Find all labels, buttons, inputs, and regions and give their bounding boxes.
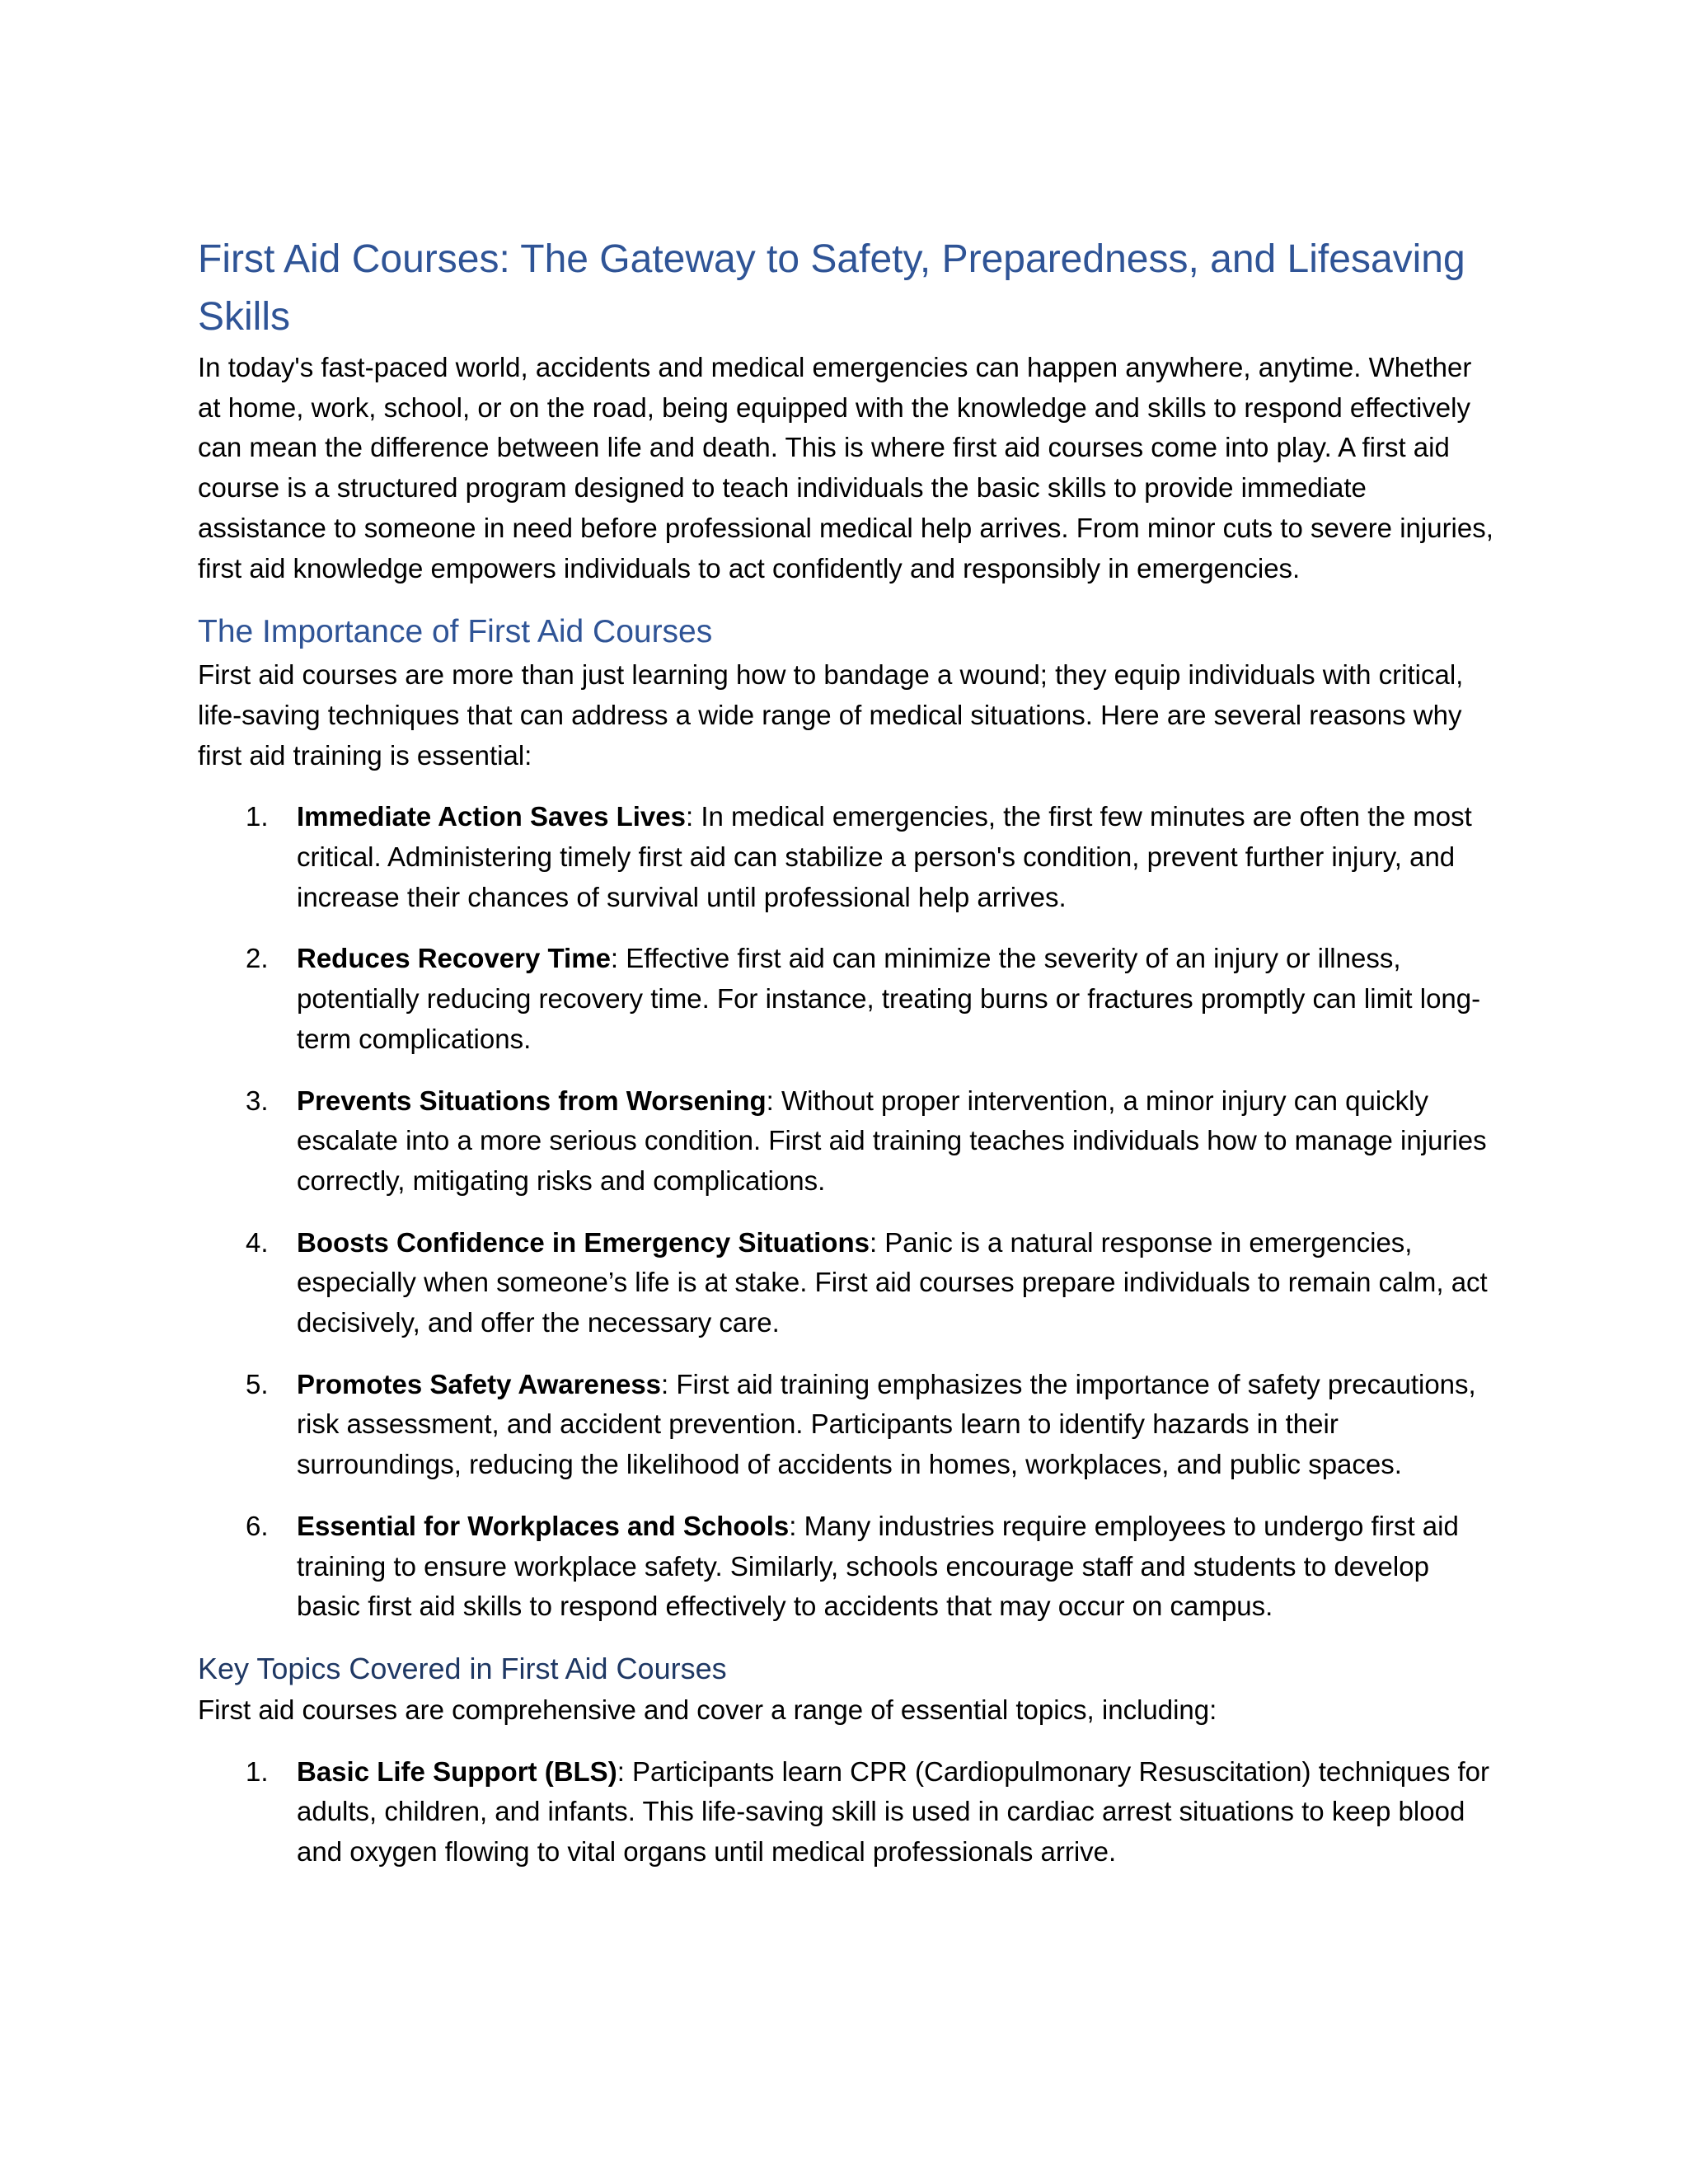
list-item-number: 6.	[246, 1510, 269, 1541]
list-item	[198, 1223, 1500, 1343]
section-heading-importance: The Importance of First Aid Courses	[198, 614, 713, 650]
list-item-text: : Panic is a natural response in emergencies, especially when someone’s life is at stake. First aid courses prepare individuals to remain calm, act decisively, and offer the necessary care.	[297, 1226, 1488, 1338]
list-item-text: : Effective first aid can minimize the severity of an injury or illness, potentially reducing recovery time. For instance, treating burns or fractures promptly can limit long-term complications.	[297, 943, 1481, 1054]
list-item-term: Reduces Recovery Time	[297, 943, 611, 974]
list-item-term: Promotes Safety Awareness	[297, 1368, 662, 1399]
list-item-term: Basic Life Support (BLS)	[297, 1755, 617, 1787]
topics-list	[198, 1752, 1500, 1872]
intro-paragraph: In today's fast-paced world, accidents and medical emergencies can happen anywhere, anytime. Whether at home, work, school, or on the road, being equipped with the knowledge and skills to respond effectively can mean the difference between life and death. This is where first aid courses come into play. A first aid course is a structured program designed to teach individuals the basic skills to provide immediate assistance to someone in need before professional medical help arrives. From minor cuts to severe injuries, first aid knowledge empowers individuals to act confidently and responsibly in emergencies.	[198, 352, 1493, 583]
document-body	[198, 231, 1500, 1894]
list-item-term: Boosts Confidence in Emergency Situations	[297, 1226, 870, 1258]
list-item-number: 5.	[246, 1368, 269, 1399]
section-lead-importance: First aid courses are more than just learning how to bandage a wound; they equip individuals with critical, life-saving techniques that can address a wide range of medical situations. Here are several reasons why first aid training is essential:	[198, 659, 1464, 771]
list-item-number: 4.	[246, 1226, 269, 1258]
section-lead-topics: First aid courses are comprehensive and cover a range of essential topics, including:	[198, 1694, 1217, 1725]
list-item-term: Immediate Action Saves Lives	[297, 801, 686, 832]
list-item-number: 3.	[246, 1085, 269, 1116]
list-item-number: 2.	[246, 943, 269, 974]
list-item-term: Prevents Situations from Worsening	[297, 1085, 767, 1116]
list-item	[198, 939, 1500, 1059]
list-item-text: : In medical emergencies, the first few minutes are often the most critical. Administering timely first aid can stabilize a person's condition, prevent further injury, and increase their chances of survival until professional help arrives.	[297, 801, 1472, 912]
list-item	[198, 1507, 1500, 1627]
list-item-number: 1.	[246, 801, 269, 832]
list-item	[198, 1752, 1500, 1872]
list-item	[198, 1365, 1500, 1485]
list-item-text: : Participants learn CPR (Cardiopulmonary Resuscitation) techniques for adults, children, and infants. This life-saving skill is used in cardiac arrest situations to keep blood and oxygen flowing to vital organs until medical professionals arrive.	[297, 1755, 1489, 1868]
list-item-text: : Without proper intervention, a minor injury can quickly escalate into a more serious condition. First aid training teaches individuals how to manage injuries correctly, mitigating risks and complications.	[297, 1085, 1487, 1196]
document-title: First Aid Courses: The Gateway to Safety, Preparedness, and Lifesaving Skills	[198, 237, 1465, 339]
list-item-term: Essential for Workplaces and Schools	[297, 1510, 790, 1541]
list-item	[198, 797, 1500, 917]
importance-list	[198, 797, 1500, 1627]
list-item	[198, 1081, 1500, 1202]
section-heading-topics: Key Topics Covered in First Aid Courses	[198, 1651, 727, 1685]
list-item-number: 1.	[246, 1755, 269, 1787]
list-item-text: : First aid training emphasizes the importance of safety precautions, risk assessment, and accident prevention. Participants learn to identify hazards in their surroundings, reducing the likelihood of accidents in homes, workplaces, and public spaces.	[297, 1368, 1476, 1480]
list-item-text: : Many industries require employees to undergo first aid training to ensure workplace safety. Similarly, schools encourage staff and students to develop basic first aid skills to respond effectively to accidents that may occur on campus.	[297, 1510, 1459, 1622]
